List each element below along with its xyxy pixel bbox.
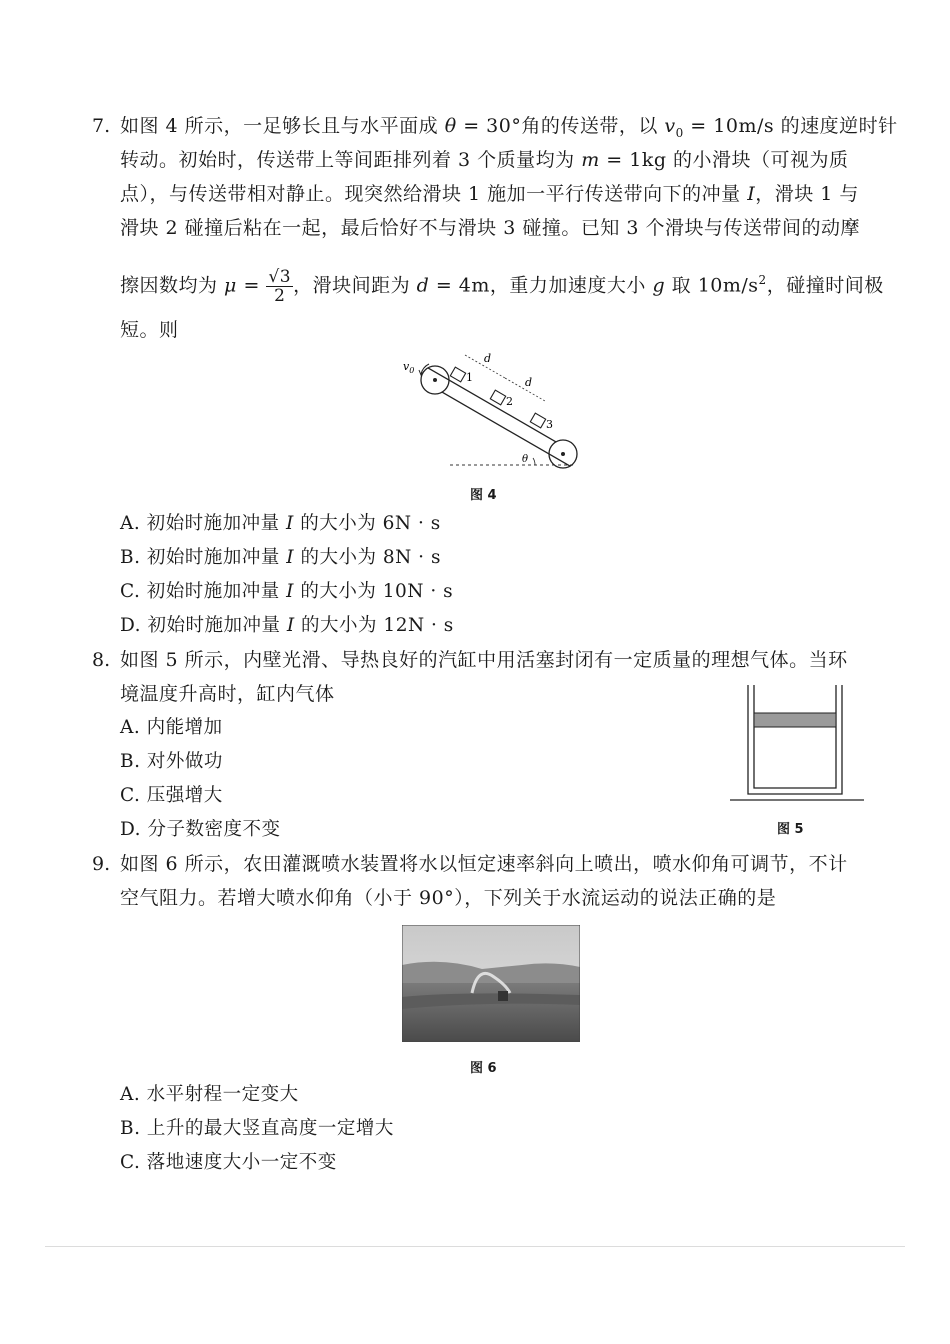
- var-I: I: [286, 581, 294, 602]
- text-span: 如图 5 所示，内壁光滑、导热良好的汽缸中用活塞封闭有一定质量的理想气体。当环: [120, 649, 848, 671]
- option-a: [120, 716, 223, 740]
- question-number: 7.: [92, 115, 111, 137]
- question-text-line: [120, 148, 849, 172]
- var-g: g: [652, 274, 666, 297]
- option-text: 的大小为 8N · s: [294, 547, 441, 568]
- option-d: [120, 614, 454, 638]
- label-theta: θ: [522, 454, 529, 465]
- var-v0: v: [664, 115, 676, 137]
- text-span: = 4m，重力加速度大小: [429, 274, 653, 297]
- question-text-line: [120, 886, 776, 910]
- text-span: 滑块 2 碰撞后粘在一起，最后恰好不与滑块 3 碰撞。已知 3 个滑块与传送带间的动摩: [120, 217, 861, 239]
- option-text: 初始时施加冲量: [146, 547, 287, 568]
- text-span: = 1kg 的小滑块（可视为质: [599, 149, 849, 171]
- question-text-line: [120, 852, 848, 876]
- subscript: 0: [675, 125, 684, 140]
- fraction-denominator: 2: [274, 285, 286, 306]
- label-block-2: 2: [506, 395, 513, 408]
- photo-sprayer: [498, 991, 508, 1001]
- figure-caption: 图 5: [777, 822, 804, 837]
- option-text: 的大小为 10N · s: [293, 581, 454, 602]
- var-theta: θ: [444, 115, 457, 137]
- option-text: 对外做功: [146, 751, 223, 772]
- text-span: = 30°角的传送带，以: [456, 115, 665, 137]
- question-text-line: [120, 648, 848, 672]
- fraction-sqrt3-over-2: [266, 268, 293, 305]
- label-d-1: d: [484, 352, 492, 365]
- option-label: C.: [120, 1152, 141, 1173]
- label-block-3: 3: [546, 418, 553, 431]
- page-bottom-rule: [45, 1246, 905, 1247]
- question-number: 9.: [92, 853, 111, 875]
- text-span: 转动。初始时，传送带上等间距排列着 3 个质量均为: [120, 149, 582, 171]
- option-label: D.: [120, 819, 142, 840]
- option-text: 的大小为 6N · s: [293, 513, 441, 534]
- fraction-numerator: √3: [268, 266, 292, 287]
- superscript: 2: [758, 273, 767, 287]
- text-span: =: [236, 274, 267, 297]
- option-text: 初始时施加冲量: [146, 513, 287, 534]
- option-c: [120, 784, 223, 808]
- text-span: = 10m/s 的速度逆时针: [683, 115, 898, 137]
- piston: [754, 713, 836, 727]
- option-label: A.: [120, 1084, 141, 1105]
- option-label: B.: [120, 547, 141, 568]
- option-b: [120, 750, 223, 774]
- text-span: 擦因数均为: [120, 274, 225, 297]
- text-span: 取 10m/s: [665, 274, 759, 297]
- option-label: B.: [120, 751, 141, 772]
- option-text: 内能增加: [146, 717, 223, 738]
- cylinder-inner-wall: [748, 685, 842, 794]
- option-b: [120, 546, 441, 570]
- var-I: I: [747, 183, 756, 205]
- question-text-line: [120, 682, 335, 706]
- option-text: 的大小为 12N · s: [294, 615, 454, 636]
- option-label: A.: [120, 717, 141, 738]
- text-span: 如图 4 所示，一足够长且与水平面成: [120, 115, 445, 137]
- option-a: [120, 1083, 299, 1107]
- text-span: 如图 6 所示，农田灌溉喷水装置将水以恒定速率斜向上喷出，喷水仰角可调节，不计: [120, 853, 848, 875]
- var-I: I: [286, 513, 294, 534]
- figure-5-cylinder: [730, 682, 866, 806]
- top-pulley-axle: [433, 378, 437, 382]
- option-text: 上升的最大竖直高度一定增大: [146, 1118, 394, 1139]
- option-d: [120, 818, 280, 842]
- option-c: [120, 1151, 337, 1175]
- text-span: 境温度升高时，缸内气体: [120, 683, 335, 705]
- text-span: ，滑块 1 与: [755, 183, 859, 205]
- block-2: [490, 390, 505, 405]
- var-I: I: [286, 547, 295, 568]
- figure-caption: 图 6: [470, 1061, 497, 1076]
- question-text-line: [120, 318, 179, 342]
- option-text: 压强增大: [146, 785, 223, 806]
- option-text: 分子数密度不变: [147, 819, 281, 840]
- block-3: [530, 413, 545, 428]
- option-text: 水平射程一定变大: [146, 1084, 299, 1105]
- text-span: 空气阻力。若增大喷水仰角（小于 90°），下列关于水流运动的说法正确的是: [120, 887, 777, 909]
- option-text: 落地速度大小一定不变: [146, 1152, 337, 1173]
- option-text: 初始时施加冲量: [146, 581, 287, 602]
- option-text: 初始时施加冲量: [147, 615, 287, 636]
- question-text-line: [120, 182, 859, 206]
- option-label: C.: [120, 581, 141, 602]
- option-label: C.: [120, 785, 141, 806]
- cylinder-outer-wall: [754, 685, 836, 788]
- var-d: d: [416, 274, 430, 297]
- option-b: [120, 1117, 394, 1141]
- figure-4-conveyor-belt: [395, 350, 590, 475]
- question-text-line: [120, 216, 860, 240]
- text-span: 短。则: [120, 319, 179, 341]
- rotation-arrow: [421, 364, 429, 374]
- option-c: [120, 580, 453, 604]
- belt-upper-edge: [428, 368, 556, 442]
- figure-caption: 图 4: [470, 488, 497, 503]
- bottom-pulley-axle: [561, 452, 565, 456]
- var-I: I: [286, 615, 295, 636]
- text-span: ，滑块间距为: [293, 274, 417, 297]
- photo-field: [402, 983, 580, 1042]
- option-label: A.: [120, 513, 141, 534]
- figure-6-irrigation-photo: [402, 925, 580, 1042]
- text-span: ，碰撞时间极: [766, 274, 884, 297]
- label-v0: $v_0$: [403, 360, 415, 375]
- angle-arc: [533, 458, 535, 465]
- question-number: 8.: [92, 649, 111, 671]
- var-mu: μ: [224, 274, 237, 297]
- var-m: m: [581, 149, 600, 171]
- label-block-1: 1: [466, 371, 473, 384]
- option-a: [120, 512, 441, 536]
- option-label: B.: [120, 1118, 141, 1139]
- text-span: 点），与传送带相对静止。现突然给滑块 1 施加一平行传送带向下的冲量: [120, 183, 748, 205]
- label-d-2: d: [525, 376, 533, 389]
- block-1: [450, 367, 465, 382]
- question-text-line: [120, 114, 898, 145]
- question-text-line: [120, 258, 884, 307]
- option-label: D.: [120, 615, 142, 636]
